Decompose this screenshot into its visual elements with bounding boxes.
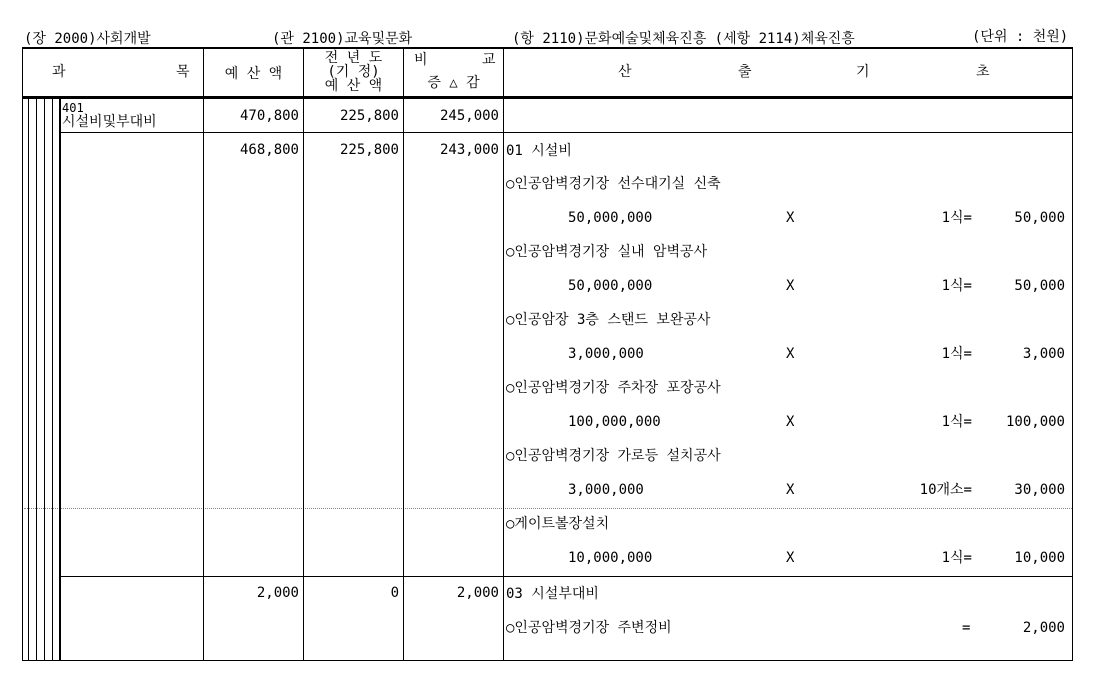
header-hang: (항 2110)문화예술및체육진흥 (세항 2114)체육진흥: [512, 31, 855, 47]
item-unit-price: 3,000,000: [568, 482, 644, 498]
section2-item-eq: =: [962, 620, 971, 636]
item-name: ○게이트볼장설치: [506, 516, 610, 532]
section2-prev: 0: [390, 585, 399, 601]
item-quantity: 1식=: [941, 346, 972, 362]
hier-line-3: [44, 97, 45, 661]
summary-budget: 470,800: [239, 108, 299, 124]
item-name: ○인공암벽경기장 주차장 포장공사: [506, 380, 721, 396]
item-unit-price: 3,000,000: [568, 346, 644, 362]
summary-diff: 245,000: [439, 108, 499, 124]
item-amount: 30,000: [1014, 482, 1065, 498]
hier-line-1: [28, 97, 29, 661]
item-multiply: X: [786, 414, 795, 430]
section1-budget: 468,800: [239, 142, 299, 158]
summary-row-border: [60, 132, 1073, 133]
item-name: ○인공암벽경기장 실내 암벽공사: [506, 244, 708, 260]
section2-diff: 2,000: [456, 585, 499, 601]
section1-diff: 243,000: [439, 142, 499, 158]
item-quantity: 1식=: [941, 550, 972, 566]
col-header-basis-4: 초: [976, 64, 990, 80]
col-header-cmp-change: 증 △ 감: [427, 75, 480, 91]
item-quantity: 1식=: [941, 210, 972, 226]
table-top-border: [22, 47, 1073, 49]
hier-line-2: [36, 97, 37, 661]
col-divider-prev: [303, 47, 304, 661]
summary-prev: 225,800: [339, 108, 399, 124]
item-unit-price: 100,000,000: [568, 414, 661, 430]
section1-title: 01 시설비: [506, 143, 572, 159]
table-bottom-border: [22, 660, 1073, 661]
col-header-subject-right: 목: [176, 64, 190, 80]
header-gwan: (관 2100)교육및문화: [272, 31, 413, 47]
item-unit-price: 50,000,000: [568, 210, 653, 226]
item-multiply: X: [786, 210, 795, 226]
dotted-separator: [24, 508, 1072, 509]
section2-title: 03 시설부대비: [506, 586, 599, 602]
item-unit-price: 10,000,000: [568, 550, 653, 566]
hier-line-4: [52, 97, 53, 661]
col-header-basis-1: 산: [618, 64, 632, 80]
item-unit-price: 50,000,000: [568, 278, 653, 294]
item-multiply: X: [786, 550, 795, 566]
col-header-prev-2: (기 정): [327, 64, 380, 80]
section2-item-name: ○인공암벽경기장 주변정비: [506, 620, 672, 636]
col-divider-basis: [503, 47, 504, 661]
item-amount: 50,000: [1014, 278, 1065, 294]
col-header-prev-3: 예 산 액: [324, 78, 383, 94]
col-header-budget: 예 산 액: [224, 66, 283, 82]
hier-line-5: [59, 97, 61, 661]
item-amount: 100,000: [1005, 414, 1065, 430]
item-name: ○인공암벽경기장 가로등 설치공사: [506, 448, 721, 464]
summary-code: 401: [62, 101, 84, 115]
section-divider: [60, 576, 1073, 577]
col-divider-diff: [403, 47, 404, 661]
section1-prev: 225,800: [339, 142, 399, 158]
item-name: ○인공암벽경기장 선수대기실 신축: [506, 176, 721, 192]
item-amount: 10,000: [1014, 550, 1065, 566]
table-left-border: [22, 47, 23, 661]
item-amount: 50,000: [1014, 210, 1065, 226]
item-quantity: 1식=: [941, 278, 972, 294]
item-multiply: X: [786, 278, 795, 294]
col-header-cmp-left: 비: [414, 52, 428, 68]
col-header-cmp-right: 교: [482, 52, 496, 68]
item-quantity: 10개소=: [919, 482, 972, 498]
col-header-basis-3: 기: [856, 64, 870, 80]
item-quantity: 1식=: [941, 414, 972, 430]
header-bottom-border: [22, 96, 1073, 99]
section2-item-amount: 2,000: [1022, 620, 1065, 636]
section2-budget: 2,000: [256, 585, 299, 601]
col-header-basis-2: 출: [738, 64, 752, 80]
table-right-border: [1072, 47, 1073, 661]
item-name: ○인공암장 3층 스탠드 보완공사: [506, 312, 711, 328]
item-multiply: X: [786, 482, 795, 498]
header-unit: (단위 : 천원): [972, 29, 1069, 45]
col-header-prev-1: 전 년 도: [324, 50, 383, 66]
header-jang: (장 2000)사회개발: [24, 31, 151, 47]
col-header-subject-left: 과: [52, 64, 66, 80]
col-divider-budget: [203, 47, 204, 661]
summary-name: 시설비및부대비: [62, 114, 157, 130]
item-amount: 3,000: [1022, 346, 1065, 362]
item-multiply: X: [786, 346, 795, 362]
